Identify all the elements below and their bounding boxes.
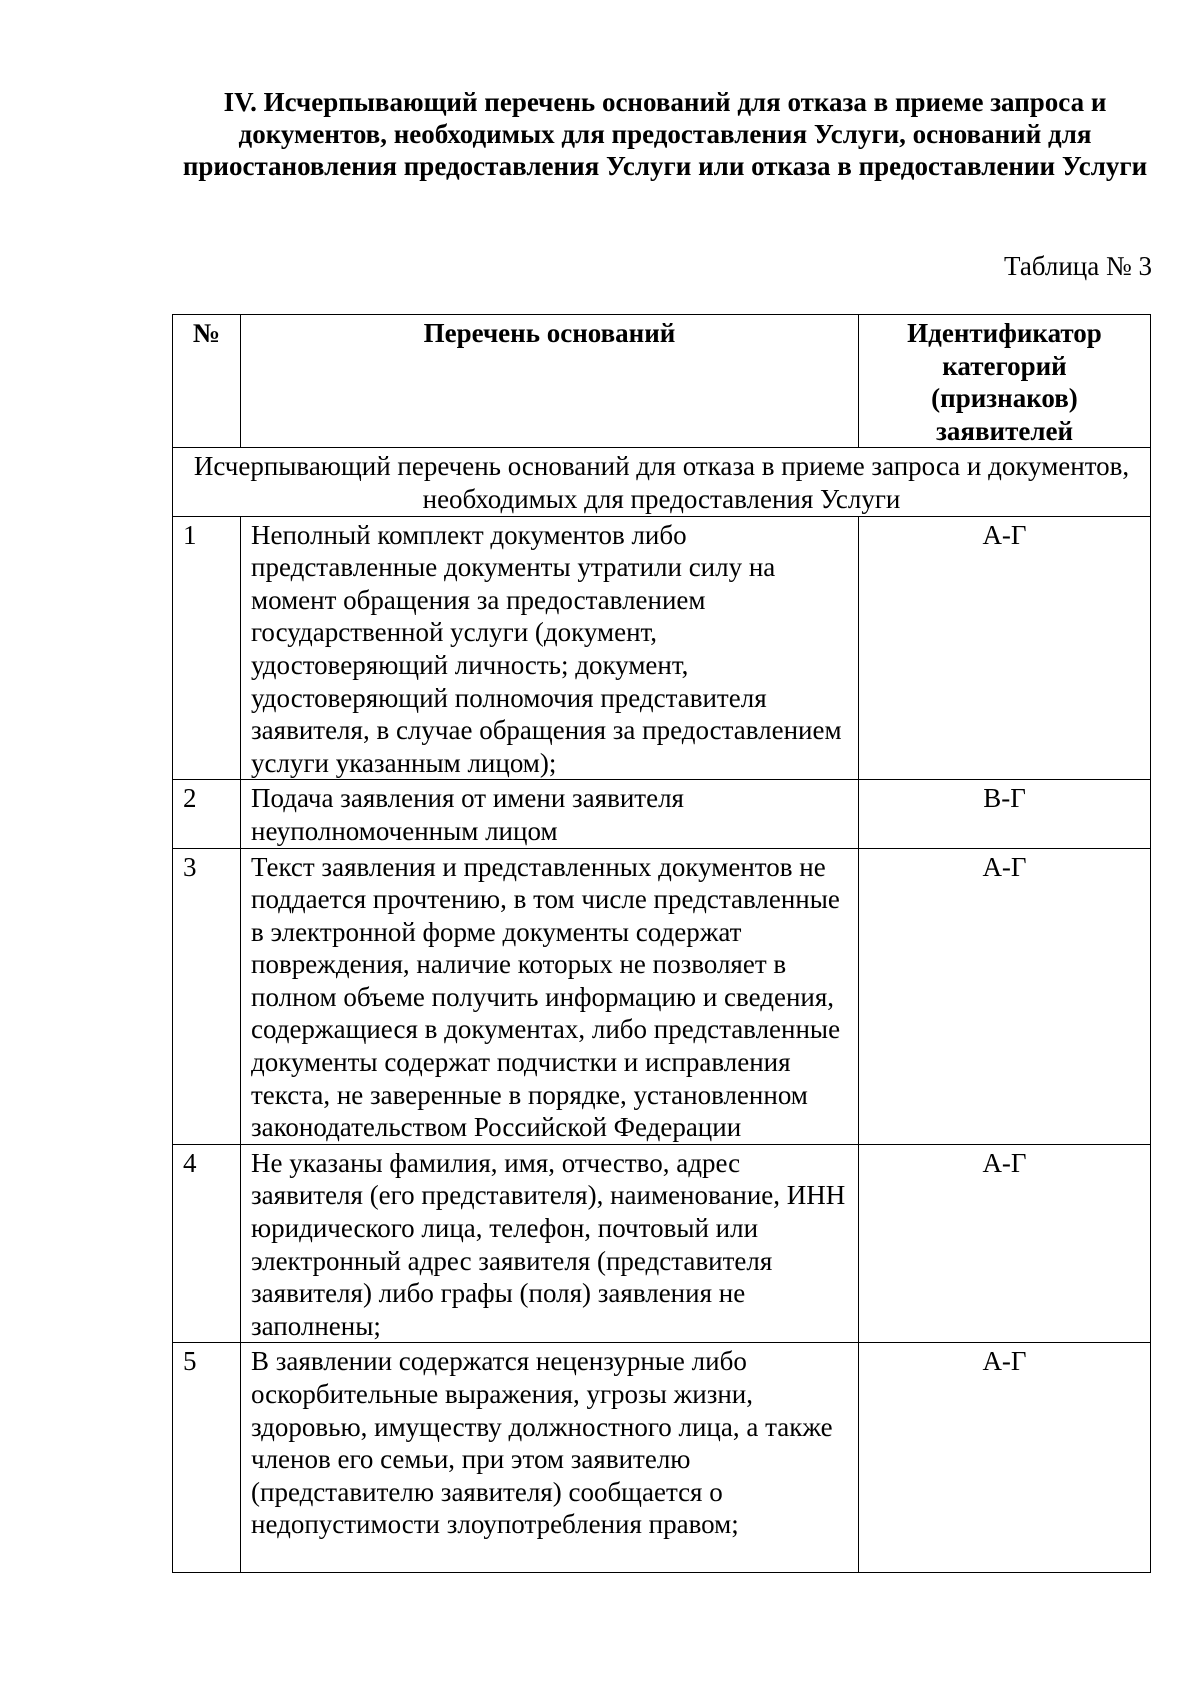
row-number: 5	[173, 1343, 241, 1573]
header-number: №	[173, 315, 241, 448]
row-identifier: А-Г	[859, 848, 1151, 1144]
table-header-row	[173, 315, 1151, 448]
table-row	[173, 516, 1151, 780]
row-reason: Неполный комплект документов либо представленные документы утратили силу на момент обращения за предоставлением государственной услуги (документ, удостоверяющий личность; документ, удостоверяющий полномочия представителя заявителя, в случае обращения за предоставлением услуги указанным лицом);	[241, 516, 859, 780]
row-identifier: А-Г	[859, 1343, 1151, 1573]
section-heading: IV. Исчерпывающий перечень оснований для отказа в приеме запроса и документов, необходимых для предоставления Услуги, оснований для приостановления предоставления Услуги или отказа в предоставлении Услуги	[182, 87, 1148, 181]
row-reason: В заявлении содержатся нецензурные либо оскорбительные выражения, угрозы жизни, здоровью, имуществу должностного лица, а также членов его семьи, при этом заявителю (представителю заявителя) сообщается о недопустимости злоупотребления правом;	[241, 1343, 859, 1573]
section-title: Исчерпывающий перечень оснований для отказа в приеме запроса и документов, необходимых для предоставления Услуги	[173, 448, 1151, 516]
row-identifier: В-Г	[859, 780, 1151, 848]
table-caption: Таблица № 3	[1004, 251, 1152, 281]
row-reason: Подача заявления от имени заявителя неуполномоченным лицом	[241, 780, 859, 848]
header-identifier: Идентификатор категорий (признаков) заявителей	[859, 315, 1151, 448]
table-row	[173, 780, 1151, 848]
table-row	[173, 848, 1151, 1144]
section-row	[173, 448, 1151, 516]
grounds-table	[172, 314, 1151, 1573]
row-number: 1	[173, 516, 241, 780]
row-number: 3	[173, 848, 241, 1144]
row-reason: Текст заявления и представленных документов не поддается прочтению, в том числе представленные в электронной форме документы содержат повреждения, наличие которых не позволяет в полном объеме получить информацию и сведения, содержащиеся в документах, либо представленные документы содержат подчистки и исправления текста, не заверенные в порядке, установленном законодательством Российской Федерации	[241, 848, 859, 1144]
header-reasons: Перечень оснований	[241, 315, 859, 448]
table-row	[173, 1144, 1151, 1343]
row-identifier: А-Г	[859, 516, 1151, 780]
row-number: 2	[173, 780, 241, 848]
row-number: 4	[173, 1144, 241, 1343]
row-identifier: А-Г	[859, 1144, 1151, 1343]
row-reason: Не указаны фамилия, имя, отчество, адрес заявителя (его представителя), наименование, ИНН юридического лица, телефон, почтовый или электронный адрес заявителя (представителя заявителя) либо графы (поля) заявления не заполнены;	[241, 1144, 859, 1343]
table-row	[173, 1343, 1151, 1573]
